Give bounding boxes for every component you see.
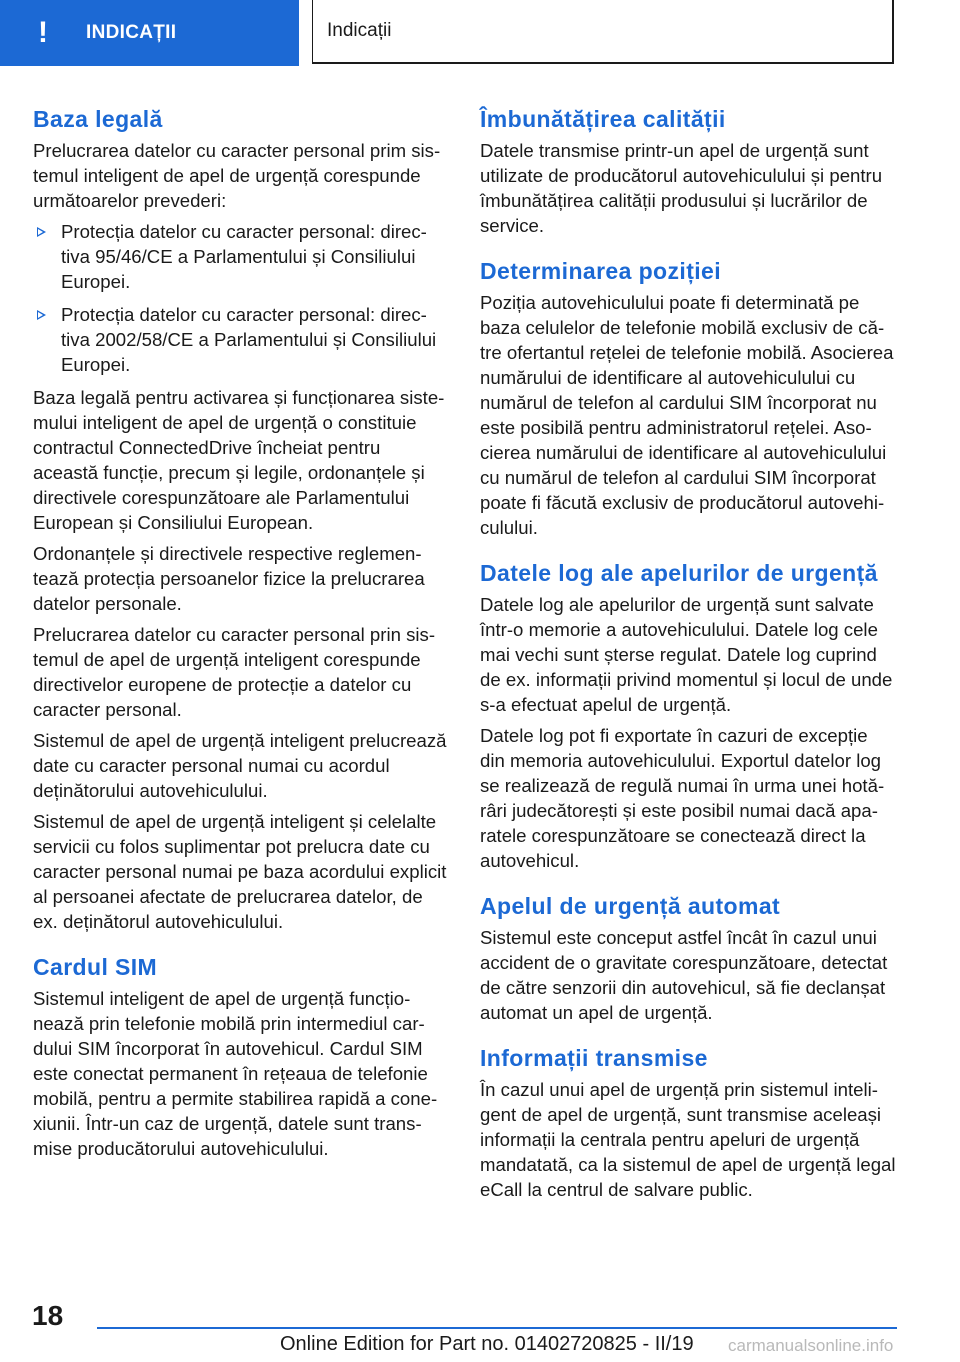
paragraph: Ordonanțele și directivele respective reglementează protecția persoanelor fizice la prelucrarea datelor personale. <box>33 543 425 614</box>
list-item-text: Protecția datelor cu caracter personal: directiva 95/46/CE a Parlamentului și Consiliului Europei. <box>61 221 427 292</box>
paragraph: Baza legală pentru activarea și funcționarea sistemului inteligent de apel de urgență o constituie contractul ConnectedDrive încheiat pentru această funcție, precum și legile, ordonanțele și directivele corespunzătoare ale Parlamentului European și Consiliului European. <box>33 387 445 533</box>
right-column <box>480 104 896 1208</box>
paragraph: Datele log pot fi exportate în cazuri de excepție din memoria autovehiculului. Exportul datelor log se realizează de regulă numai în urma unei hotărâri judecătorești și este posibil numai dacă aparatele corespunzătoare se conectează direct la autovehicul. <box>480 725 885 871</box>
footer-divider <box>97 1327 897 1329</box>
section-tab <box>0 0 299 66</box>
exclamation-icon: ! <box>38 16 48 49</box>
triangle-bullet-icon <box>37 310 46 320</box>
section-label: INDICAȚII <box>86 22 177 43</box>
list-item <box>33 302 449 377</box>
page-title: Indicații <box>327 20 392 41</box>
list-item-text: Protecția datelor cu caracter personal: directiva 2002/58/CE a Parlamentului și Consiliului Europei. <box>61 304 437 375</box>
heading-determinarea-pozitiei: Determinarea poziției <box>480 258 722 284</box>
paragraph: Sistemul de apel de urgență inteligent și celelalte servicii cu folos suplimentar pot prelucra date cu caracter personal numai pe baza acordului explicit al persoanei afectate de prelucrarea datelor, de ex. deținătorul autovehiculului. <box>33 811 447 932</box>
heading-cardul-sim: Cardul SIM <box>33 954 158 980</box>
page-header <box>0 0 960 66</box>
paragraph: Datele transmise printr-un apel de urgență sunt utilizate de producătorul autovehiculului și pentru îmbunătățirea calității produsului și lucrărilor de service. <box>480 140 883 236</box>
heading-informatii-transmise: Informații transmise <box>480 1045 708 1071</box>
left-column <box>33 104 449 1167</box>
heading-baza-legala: Baza legală <box>33 106 163 132</box>
paragraph: În cazul unui apel de urgență prin sistemul inteligent de apel de urgență, sunt transmise aceleași informații la centrala pentru apeluri de urgență mandatată, ca la sistemul de apel de urgență legal eCall la centrul de salvare public. <box>480 1079 896 1200</box>
paragraph: Datele log ale apelurilor de urgență sunt salvate într-o memorie a autovehiculului. Datele log cele mai vechi sunt șterse regulat. Datele log cuprind de ex. informații privind momentul și locul de unde s-a efectuat apelul de urgență. <box>480 594 893 715</box>
paragraph: Prelucrarea datelor cu caracter personal prin sistemul de apel de urgență inteligent corespunde directivelor europene de protecție a datelor cu caracter personal. <box>33 624 436 720</box>
page-number: 18 <box>32 1300 64 1331</box>
heading-datele-log: Datele log ale apelurilor de urgență <box>480 560 878 586</box>
paragraph: Sistemul de apel de urgență inteligent prelucrează date cu caracter personal numai cu acordul deținătorului autovehiculului. <box>33 730 447 801</box>
heading-imbunatatirea-calitatii: Îmbunătățirea calității <box>480 106 726 132</box>
watermark: carmanualsonline.info <box>728 1336 894 1355</box>
page-title-box <box>312 0 894 64</box>
heading-apel-automat: Apelul de urgență automat <box>480 893 781 919</box>
paragraph: Sistemul inteligent de apel de urgență funcționează prin telefonie mobilă prin intermediul cardului SIM încorporat în autovehicul. Cardul SIM este conectat permanent în rețeaua de telefonie mobilă, pentru a permite stabilirea rapidă a conexiunii. Într-un caz de urgență, datele sunt transmise producătorului autovehiculului. <box>33 988 438 1159</box>
triangle-bullet-icon <box>37 227 46 237</box>
edition-footer: Online Edition for Part no. 01402720825 - II/19 <box>280 1333 694 1355</box>
paragraph: Prelucrarea datelor cu caracter personal prim sistemul inteligent de apel de urgență corespunde următoarelor prevederi: <box>33 140 441 211</box>
list-item <box>33 219 449 294</box>
paragraph: Poziția autovehiculului poate fi determinată pe baza celulelor de telefonie mobilă exclusiv de către ofertantul rețelei de telefonie mobilă. Asocierea numărului de identificare al autovehiculului cu numărul de telefon al cardului SIM încorporat nu este posibilă pentru administratorul rețelei. Asocierea numărului de identificare al autovehiculului cu numărul de telefon al cardului SIM încorporat poate fi făcută exclusiv de producătorul autovehiculului. <box>480 292 894 538</box>
paragraph: Sistemul este conceput astfel încât în cazul unui accident de o gravitate corespunzătoare, detectat de către senzorii din autovehicul, să fie declanșat automat un apel de urgență. <box>480 927 888 1023</box>
